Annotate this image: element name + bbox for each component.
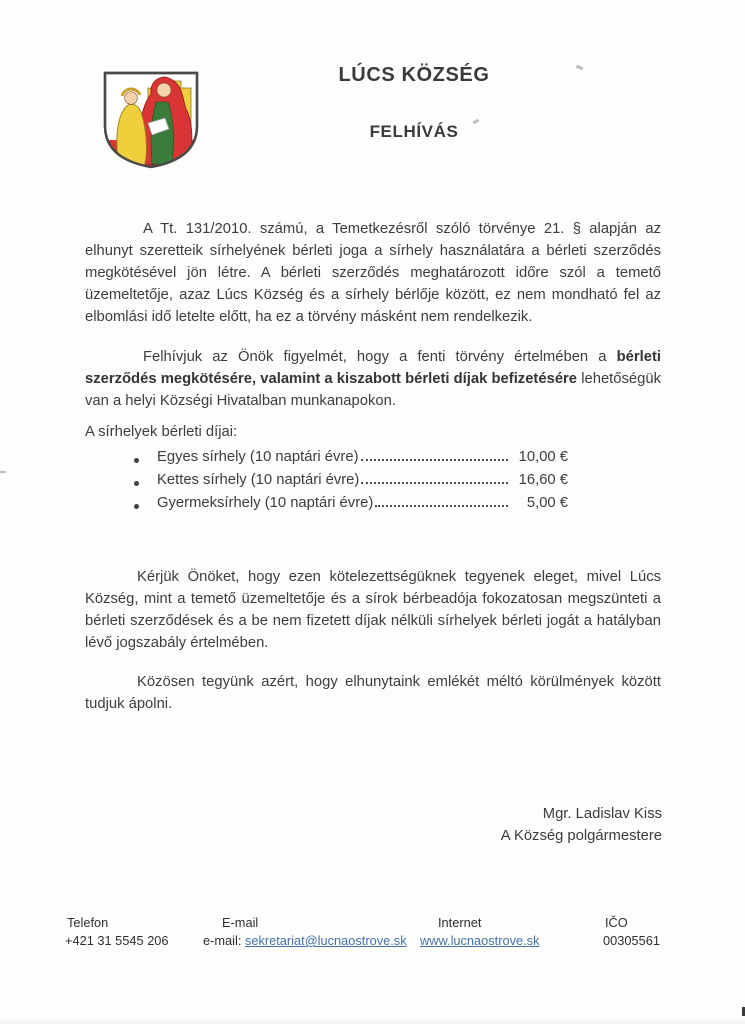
notice-paragraph-post: lehetőségük van a helyi Községi Hivatalban munkanapokon. <box>85 370 661 409</box>
fee-item <box>128 472 568 495</box>
fee-label: Kettes sírhely (10 naptári évre) <box>157 472 360 488</box>
dot-leader <box>375 505 508 507</box>
child-face <box>125 92 138 105</box>
fee-item <box>128 449 568 472</box>
scan-shadow <box>0 1018 745 1024</box>
telefon-value: +421 31 5545 206 <box>65 933 169 948</box>
fee-label: Gyermeksírhely (10 naptári évre) <box>157 495 374 511</box>
bullet-icon <box>128 495 157 518</box>
internet-line <box>420 933 539 948</box>
fees-list <box>128 449 568 518</box>
village-name-title: LÚCS KÖZSÉG <box>338 64 490 86</box>
bullet-icon <box>128 472 157 495</box>
dot-leader <box>361 459 509 461</box>
signature-title: A Község polgármestere <box>500 827 662 844</box>
email-prefix: e-mail: <box>203 933 245 948</box>
intro-paragraph: A Tt. 131/2010. számú, a Temetkezésről szóló törvénye 21. § alapján az elhunyt szeretteik sírhelyének bérleti joga a sírhely használatára a bérleti szerződés megkötésével jön létre. A bérleti szerződés meghatározott időre szól a temető üzemeltetője, azaz Lúcs Község és a sírhely bérlője között, ez nem mondható fel az elbomlási idő letelte előtt, ha ez a törvény másként nem rendelkezik. <box>85 220 661 325</box>
ico-value: 00305561 <box>603 933 660 948</box>
fee-price: 5,00 € <box>526 495 568 511</box>
notice-paragraph <box>85 346 661 412</box>
reminder-paragraph: Kérjük Önöket, hogy ezen kötelezettségüknek tegyenek eleget, mivel Lúcs Község, mint a temető üzemeltetője és a sírok bérbeadója fokozatosan megszünteti a bérleti szerződések és a be nem fizetett díjak nélküli sírhelyek bérleti jogát a hatályban lévő jogszabály értelmében. <box>85 568 661 651</box>
closing-paragraph: Közösen tegyünk azért, hogy elhunytaink emlékét méltó körülmények között tudjuk ápolni. <box>85 673 661 712</box>
notice-paragraph-pre: Felhívjuk az Önök figyelmét, hogy a fenti törvény értelmében a <box>143 348 617 365</box>
notice-title: FELHÍVÁS <box>369 122 459 141</box>
fee-price: 10,00 € <box>518 449 568 465</box>
fee-item <box>128 495 568 518</box>
fee-label: Egyes sírhely (10 naptári évre) <box>157 449 359 465</box>
bullet-icon <box>128 449 157 472</box>
signature-block <box>400 804 662 847</box>
dot-leader <box>361 482 508 484</box>
internet-label: Internet <box>438 915 482 930</box>
email-label: E-mail <box>222 915 259 930</box>
scan-speck <box>0 471 6 473</box>
fee-price: 16,60 € <box>518 472 568 488</box>
email-line <box>203 933 407 948</box>
telefon-label: Telefon <box>67 915 109 930</box>
ico-label: IČO <box>605 915 628 930</box>
fees-heading: A sírhelyek bérleti díjai: <box>85 424 238 440</box>
email-link[interactable]: sekretariat@lucnaostrove.sk <box>244 933 407 948</box>
signature-name: Mgr. Ladislav Kiss <box>542 806 662 822</box>
website-link[interactable]: www.lucnaostrove.sk <box>420 933 540 948</box>
notice-paragraph-bold: bérleti szerződés megkötésére, valamint a kiszabott bérleti díjak befizetésére <box>85 348 661 387</box>
